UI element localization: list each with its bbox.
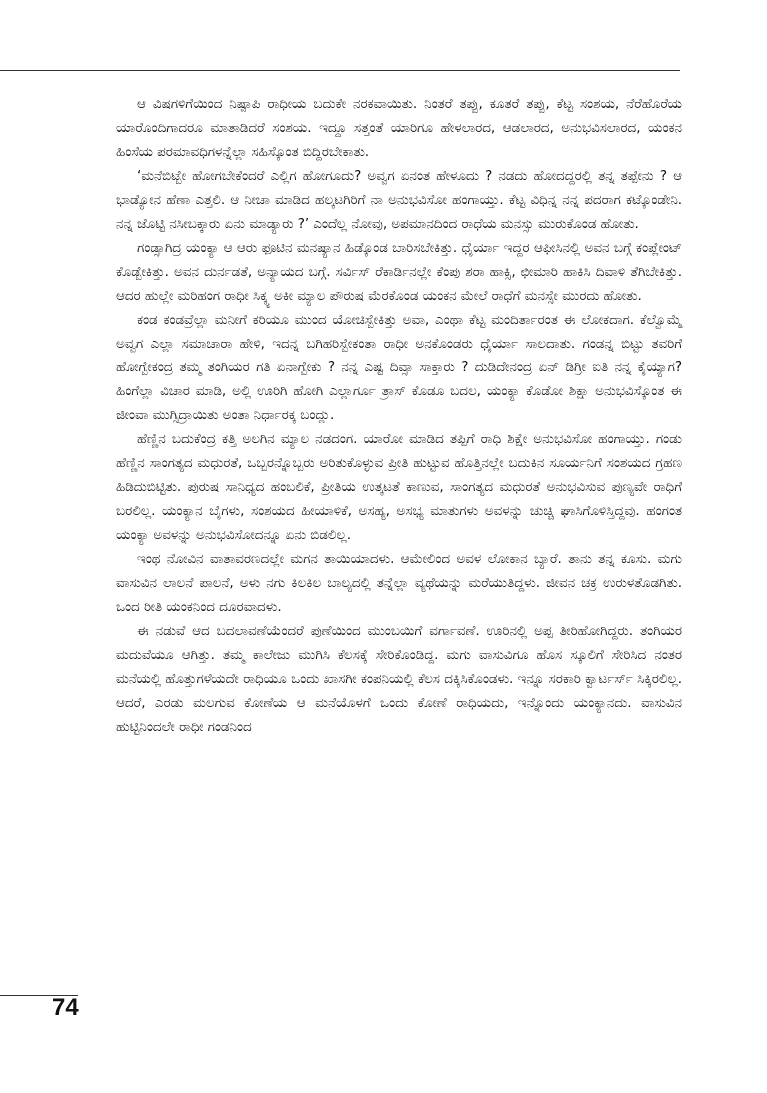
body-text — [116, 93, 682, 740]
paragraph: ಈ ನಡುವೆ ಆದ ಬದಲಾವಣೆಯೆಂದರೆ ಪುಣೆಯಿಂದ ಮುಂಬಯಿಗೆ ವರ್ಗಾವಣೆ. ಊರಿನಲ್ಲಿ ಅಪ್ಪ ತೀರಿಹೋಗಿದ್ದರು. ತಂಗಿಯರ ಮದುವೆಯೂ ಆಗಿತ್ತು. ತಮ್ಮ ಕಾಲೇಜು ಮುಗಿಸಿ ಕೆಲಸಕ್ಕೆ ಸೇರಿಕೊಂಡಿದ್ದ. ಮಗು ವಾಸುವಿಗೂ ಹೊಸ ಸ್ಕೂಲಿಗೆ ಸೇರಿಸಿದ ನಂತರ ಮನೆಯಲ್ಲಿ ಹೊತ್ತುಗಳೆಯದೇ ರಾಧಿಯೂ ಒಂದು ಖಾಸಗೀ ಕಂಪನಿಯಲ್ಲಿ ಕೆಲಸ ದಕ್ಕಿಸಿಕೊಂಡಳು. ಇನ್ನೂ ಸರಕಾರಿ ಕ್ವಾರ್ಟರ್ಸ್ ಸಿಕ್ಕಿರಲಿಲ್ಲ. ಆದರೆ, ಎರಡು ಮಲಗುವ ಕೋಣೆಯ ಆ ಮನೆಯೊಳಗೆ ಒಂದು ಕೋಣೆ ರಾಧಿಯದು, ಇನ್ನೊಂದು ಯಂಕ್ಯಾನದು. ವಾಸುವಿನ ಹುಟ್ಟಿನಿಂದಲೇ ರಾಧೀ ಗಂಡನಿಂದ — [116, 622, 682, 735]
paragraph: ಹೆಣ್ಣಿನ ಬದುಕೆಂದ್ರ ಕತ್ತಿ ಅಲಗಿನ ಮ್ಯಾಲ ನಡದಂಗ. ಯಾರೋ ಮಾಡಿದ ತಪ್ಪಿಗೆ ರಾಧಿ ಶಿಕ್ಷೇ ಅನುಭವಿಸೋ ಹಂಗಾಯ್ತು. ಗಂಡು ಹೆಣ್ಣಿನ ಸಾಂಗತ್ಯದ ಮಧುರತೆ, ಒಬ್ಬರನ್ನೊಬ್ಬರು ಅರಿತುಕೊಳ್ಳುವ ಪ್ರೀತಿ ಹುಟ್ಟುವ ಹೊತ್ತಿನಲ್ಲೇ ಬದುಕಿನ ಸೂರ್ಯನಿಗೆ ಸಂಶಯದ ಗ್ರಹಣ ಹಿಡಿದುಬಿಟ್ಟಿತು. ಪುರುಷ ಸಾನಿಧ್ಯದ ಹಂಬಲಿಕೆ, ಪ್ರೀತಿಯ ಉತ್ಕಟತೆ ಕಾಣುವ, ಸಾಂಗತ್ಯದ ಮಧುರತೆ ಅನುಭವಿಸುವ ಪುಣ್ಯವೇ ರಾಧಿಗೆ ಬರಲಿಲ್ಲ. ಯಂಕ್ಯಾನ ಬೈಗಳು, ಸಂಶಯದ ಹೀಯಾಳಿಕೆ, ಅಸಹ್ಯ, ಅಸಭ್ಯ ಮಾತುಗಳು ಅವಳನ್ನು ಚುಚ್ಚಿ ಘಾಸಿಗೊಳಿಸ್ತಿದ್ದವು. ಹಂಗಂತ ಯಂಕ್ಯಾ ಅವಳನ್ನು ಅನುಭವಿಸೋದನ್ನೂ ಏನು ಬಿಡಲಿಲ್ಲ. — [116, 431, 682, 544]
page-number: 74 — [52, 994, 79, 1021]
paragraph: ಗಂಡ್ಸಾಗಿದ್ರ ಯಂಕ್ಯಾ ಆ ಆರು ಫೂಟಿನ ಮನಷ್ಯಾನ ಹಿಡ್ಕೊಂಡ ಬಾರಿಸಬೇಕಿತ್ತು. ಧೈರ್ಯಾ ಇದ್ದರ ಆಫೀಸಿನಲ್ಲಿ ಅವನ ಬಗ್ಗೆ ಕಂಪ್ಲೇಂಟ್ ಕೊಡ್ಬೇಕಿತ್ತು. ಅವನ ದುರ್ನಡತೆ, ಅನ್ಯಾಯದ ಬಗ್ಗೆ. ಸರ್ವಿಸ್ ರೆಕಾರ್ಡಿನಲ್ಲೇ ಕೆಂಪು ಶರಾ ಹಾಕ್ಸಿ, ಛೀಮಾರಿ ಹಾಕಿಸಿ ದಿವಾಳಿ ತೆಗಿಬೇಕಿತ್ತು. ಆದರ ಹುಲ್ಲೇ ಮರಿಹಂಗ ರಾಧೀ ಸಿಕ್ಕ್ಯ ಅಕೀ ಮ್ಯಾಲ ಪೌರುಷ ಮೆರಕೊಂಡ ಯಂಕನ ಮೇಲೆ ರಾಧೆಗೆ ಮನಸ್ಸೇ ಮುರದು ಹೋತು. — [116, 239, 682, 304]
paragraph: ಕಂಡ ಕಂಡವ್ರೆಲ್ಲಾ ಮನೀಗೆ ಕರಿಯೂ ಮುಂದ ಯೋಚಿಸ್ಬೇಕಿತ್ತು ಅವಾ, ಎಂಥಾ ಕೆಟ್ಟ ಮಂದಿರ್ತಾರಂತ ಈ ಲೋಕದಾಗ. ಕೆಲ್ವೊಮ್ಮೆ ಅವ್ವಗ ಎಲ್ಲಾ ಸಮಾಚಾರಾ ಹೇಳಿ, ಇದನ್ನ ಬಗಿಹರಿಸ್ಬೇಕಂತಾ ರಾಧೀ ಅನಕೊಂಡರು ಧೈರ್ಯಾ ಸಾಲದಾತು. ಗಂಡನ್ನ ಬಿಟ್ಟು ತವರಿಗೆ ಹೋಗ್ಬೇಕಂದ್ರ ತಮ್ಮ ತಂಗಿಯರ ಗತಿ ಏನಾಗ್ಬೇಕು ? ನನ್ನ ಎಷ್ಟ ದಿವ್ಸಾ ಸಾಕ್ತಾರು ? ದುಡಿದೇನಂದ್ರ ಏನ್ ಡಿಗ್ರೀ ಐತಿ ನನ್ನ ಕೈಯ್ಯಾಗ? ಹಿಂಗೆಲ್ಲಾ ವಿಚಾರ ಮಾಡಿ, ಅಲ್ಲಿ ಊರಿಗಿ ಹೋಗಿ ಎಲ್ಲಾರ್ಗೂ ತ್ರಾಸ್ ಕೊಡೂ ಬದಲ, ಯಂಕ್ಯಾ ಕೊಡೋ ಶಿಕ್ಷಾ ಅನುಭವಿಸ್ಕೊಂತ ಈ ಜೀಂವಾ ಮುಗ್ಸಿದ್ರಾಯಿತು ಅಂತಾ ನಿರ್ಧಾರಕ್ಕ ಬಂದ್ಲು. — [116, 311, 682, 424]
paragraph: ‘ಮನೆಬಿಟ್ಬೇ ಹೋಗಬೇಕೆಂದರೆ ಎಲ್ಲಿಗ ಹೋಗೂದು? ಅವ್ವಗ ಏನಂತ ಹೇಳೂದು ? ನಡದು ಹೋದದ್ದರಲ್ಲಿ ತನ್ನ ತಪ್ಪೇನು ? ಆ ಭಾಡ್ಯೋನ ಹೆಣಾ ಎತ್ತಲಿ. ಆ ನೀಚಾ ಮಾಡಿದ ಹಲ್ಕಟಗಿರಿಗೆ ನಾ ಅನುಭವಿಸೋ ಹಂಗಾಯ್ತು. ಕೆಟ್ಟ ವಿಧಿನ್ನ ನನ್ನ ಪದರಾಗ ಕಟ್ಕೊಂಡೇನಿ. ನನ್ನ ಜೊಟ್ಟಿ ನಸೀಬಕ್ಕಾರು ಏನು ಮಾಡ್ಯಾರು ?’ ಎಂದೆಲ್ಲ ನೋವು, ಅಪಮಾನದಿಂದ ರಾಧೆಯ ಮನಸ್ಸು ಮುರುಕೊಂಡ ಹೋತು. — [116, 167, 682, 232]
paragraph: ಆ ವಿಷಗಳಿಗೆಯಿಂದ ನಿಷ್ಪಾಪಿ ರಾಧೀಯ ಬದುಕೇ ನರಕವಾಯಿತು. ನಿಂತರೆ ತಪ್ಪು, ಕೂತರೆ ತಪ್ಪು, ಕೆಟ್ಟ ಸಂಶಯ, ನೆರೆಹೊರೆಯ ಯಾರೊಂದಿಗಾದರೂ ಮಾತಾಡಿದರೆ ಸಂಶಯ. ಇದ್ದೂ ಸತ್ತಂತೆ ಯಾರಿಗೂ ಹೇಳಲಾರದ, ಆಡಲಾರದ, ಅನುಭವಿಸಲಾರದ, ಯಂಕನ ಹಿಂಸೆಯ ಪರಮಾವಧಿಗಳನ್ನೆಲ್ಲಾ ಸಹಿಸ್ಕೊಂತ ಬಿದ್ದಿರಬೇಕಾತು. — [116, 96, 682, 160]
paragraph: ಇಂಥ ನೋವಿನ ವಾತಾವರಣದಲ್ಲೇ ಮಗನ ತಾಯಿಯಾದಳು. ಆಮೇಲಿಂದ ಅವಳ ಲೋಕಾನ ಬ್ಯಾರೆ. ತಾನು ತನ್ನ ಕೂಸು. ಮಗು ವಾಸುವಿನ ಲಾಲನೆ ಪಾಲನೆ, ಅಳು ನಗು ಕಿಲಕಿಲ ಬಾಲ್ಯದಲ್ಲಿ ತನ್ನೆಲ್ಲಾ ವ್ಯಥೆಯನ್ನು ಮರೆಯುತಿದ್ದಳು. ಜೀವನ ಚಕ್ರ ಉರುಳತೊಡಗಿತು. ಒಂದ ರೀತಿ ಯಂಕನಿಂದ ದೂರವಾದಳು. — [116, 551, 682, 616]
top-rule — [0, 70, 680, 71]
